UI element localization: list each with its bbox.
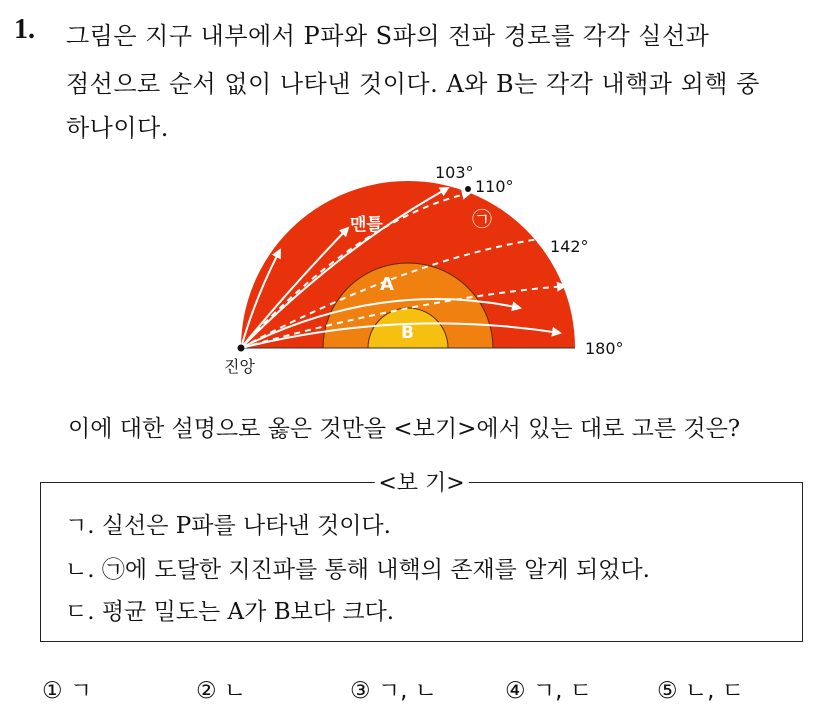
angle-110-label: 110° — [475, 177, 514, 196]
question-line-2: 점선으로 순서 없이 나타낸 것이다. A와 B는 각각 내핵과 외핵 중 — [66, 70, 760, 98]
bogi-title: <보 기> — [374, 466, 468, 497]
epicenter-dot — [238, 345, 245, 352]
choice-1[interactable]: ① ㄱ — [42, 678, 93, 704]
bogi-item-2: ㄴ. ㉠에 도달한 지진파를 통해 내핵의 존재를 알게 되었다. — [65, 557, 650, 583]
bogi-item-1: ㄱ. 실선은 P파를 나타낸 것이다. — [65, 513, 391, 539]
mantle-label: 맨틀 — [350, 215, 383, 235]
choice-5[interactable]: ⑤ ㄴ, ㄷ — [657, 678, 744, 704]
layer-a-label: A — [380, 274, 394, 295]
question-number: 1. — [14, 14, 35, 45]
point-marker-label: ㉠ — [472, 207, 492, 231]
epicenter-label: 진앙 — [224, 357, 255, 376]
layer-b-label: B — [401, 323, 414, 343]
earth-interior-figure — [220, 158, 640, 378]
question-stem: 이에 대한 설명으로 옳은 것만을 <보기>에서 있는 대로 고른 것은? — [68, 416, 741, 442]
point-103-dot — [465, 186, 471, 192]
choice-3[interactable]: ③ ㄱ, ㄴ — [350, 678, 437, 704]
bogi-item-3: ㄷ. 평균 밀도는 A가 B보다 크다. — [65, 599, 395, 625]
angle-103-label: 103° — [435, 163, 474, 182]
earth-cross-section — [220, 158, 640, 378]
choice-2[interactable]: ② ㄴ — [196, 678, 247, 704]
question-line-3: 하나이다. — [66, 114, 169, 142]
bogi-box — [40, 471, 803, 642]
choice-4[interactable]: ④ ㄱ, ㄷ — [505, 678, 592, 704]
angle-142-label: 142° — [550, 237, 589, 256]
angle-180-label: 180° — [585, 339, 624, 358]
question-line-1: 그림은 지구 내부에서 P파와 S파의 전파 경로를 각각 실선과 — [66, 22, 710, 50]
